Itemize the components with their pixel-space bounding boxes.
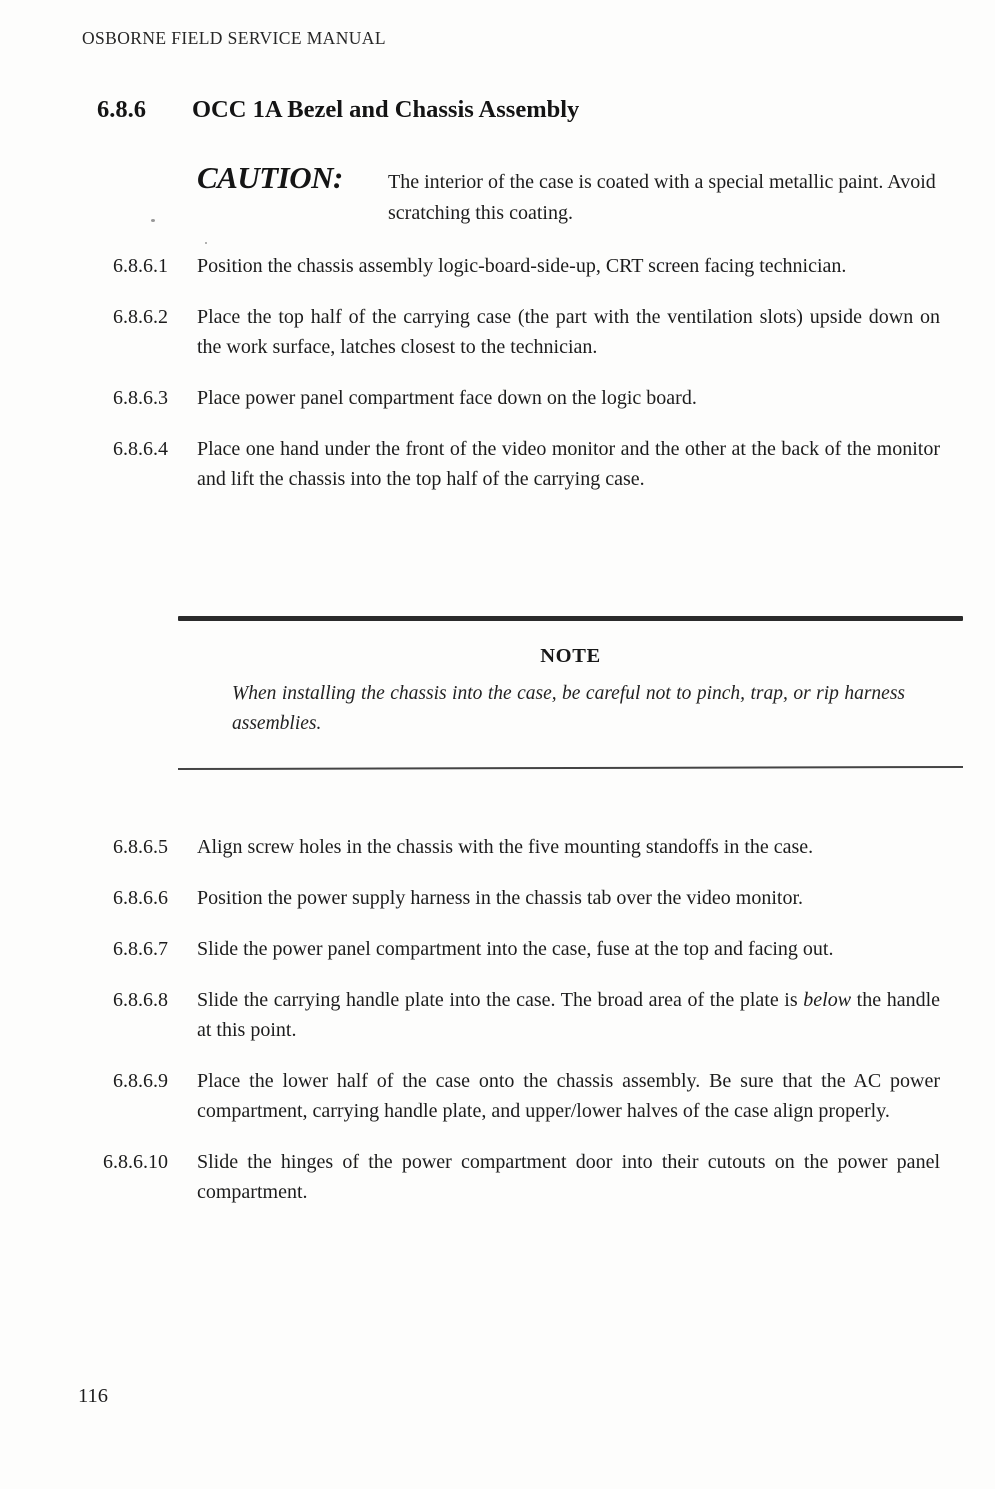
step-number: 6.8.6.6 xyxy=(113,887,168,909)
scan-speck xyxy=(151,219,155,222)
step-text: Slide the hinges of the power compartment door into their cutouts on the power panel compartment. xyxy=(197,1151,940,1203)
page-number: 116 xyxy=(78,1385,108,1407)
step-6861 xyxy=(58,251,940,281)
step-6863 xyxy=(58,383,940,413)
note-callout xyxy=(178,616,963,769)
scan-speck xyxy=(205,242,207,244)
step-number: 6.8.6.7 xyxy=(113,938,168,960)
note-top-rule xyxy=(178,616,963,621)
step-6862 xyxy=(58,302,940,362)
running-header: OSBORNE FIELD SERVICE MANUAL xyxy=(82,28,386,48)
step-text: Place power panel compartment face down on the logic board. xyxy=(197,387,697,409)
step-number: 6.8.6.1 xyxy=(113,255,168,277)
step-text: Align screw holes in the chassis with the five mounting standoffs in the case. xyxy=(197,836,814,858)
step-text: Place one hand under the front of the video monitor and the other at the back of the monitor and lift the chassis into the top half of the carrying case. xyxy=(197,438,940,490)
steps-before-note xyxy=(58,251,940,515)
step-text: Position the power supply harness in the chassis tab over the video monitor. xyxy=(197,887,804,909)
step-6868 xyxy=(58,985,940,1045)
note-text: When installing the chassis into the case, be careful not to pinch, trap, or rip harness assemblies. xyxy=(232,683,905,734)
step-number: 6.8.6.5 xyxy=(113,836,168,858)
step-number: 6.8.6.9 xyxy=(113,1070,168,1092)
section-heading xyxy=(97,96,579,124)
step-text: Place the lower half of the case onto the chassis assembly. Be sure that the AC power compartment, carrying handle plate, and upper/lower halves of the case align properly. xyxy=(197,1070,940,1122)
step-6865 xyxy=(58,832,940,862)
section-title: OCC 1A Bezel and Chassis Assembly xyxy=(192,96,580,123)
italic-word: below xyxy=(803,989,852,1011)
step-6867 xyxy=(58,934,940,964)
step-6869 xyxy=(58,1066,940,1126)
step-68610 xyxy=(58,1147,940,1207)
step-6866 xyxy=(58,883,940,913)
section-number: 6.8.6 xyxy=(97,96,146,123)
note-bottom-rule xyxy=(178,766,963,770)
step-text: Slide the carrying handle plate into the case. The broad area of the plate is below the handle at this point. xyxy=(197,989,941,1041)
step-number: 6.8.6.3 xyxy=(113,387,168,409)
step-number: 6.8.6.4 xyxy=(113,438,168,460)
caution-block xyxy=(197,161,947,229)
caution-text: The interior of the case is coated with a special metallic paint. Avoid scratching this coating. xyxy=(388,171,936,224)
step-text: Place the top half of the carrying case (the part with the ventilation slots) upside down on the work surface, latches closest to the technician. xyxy=(197,306,940,358)
caution-label: CAUTION: xyxy=(197,160,343,195)
step-text: Slide the power panel compartment into the case, fuse at the top and facing out. xyxy=(197,938,834,960)
step-number: 6.8.6.8 xyxy=(113,989,168,1011)
steps-after-note xyxy=(58,832,940,1228)
step-text: Position the chassis assembly logic-board-side-up, CRT screen facing technician. xyxy=(197,255,847,277)
step-number: 6.8.6.10 xyxy=(103,1151,168,1173)
step-6864 xyxy=(58,434,940,494)
note-label: NOTE xyxy=(540,645,601,667)
step-number: 6.8.6.2 xyxy=(113,306,168,328)
